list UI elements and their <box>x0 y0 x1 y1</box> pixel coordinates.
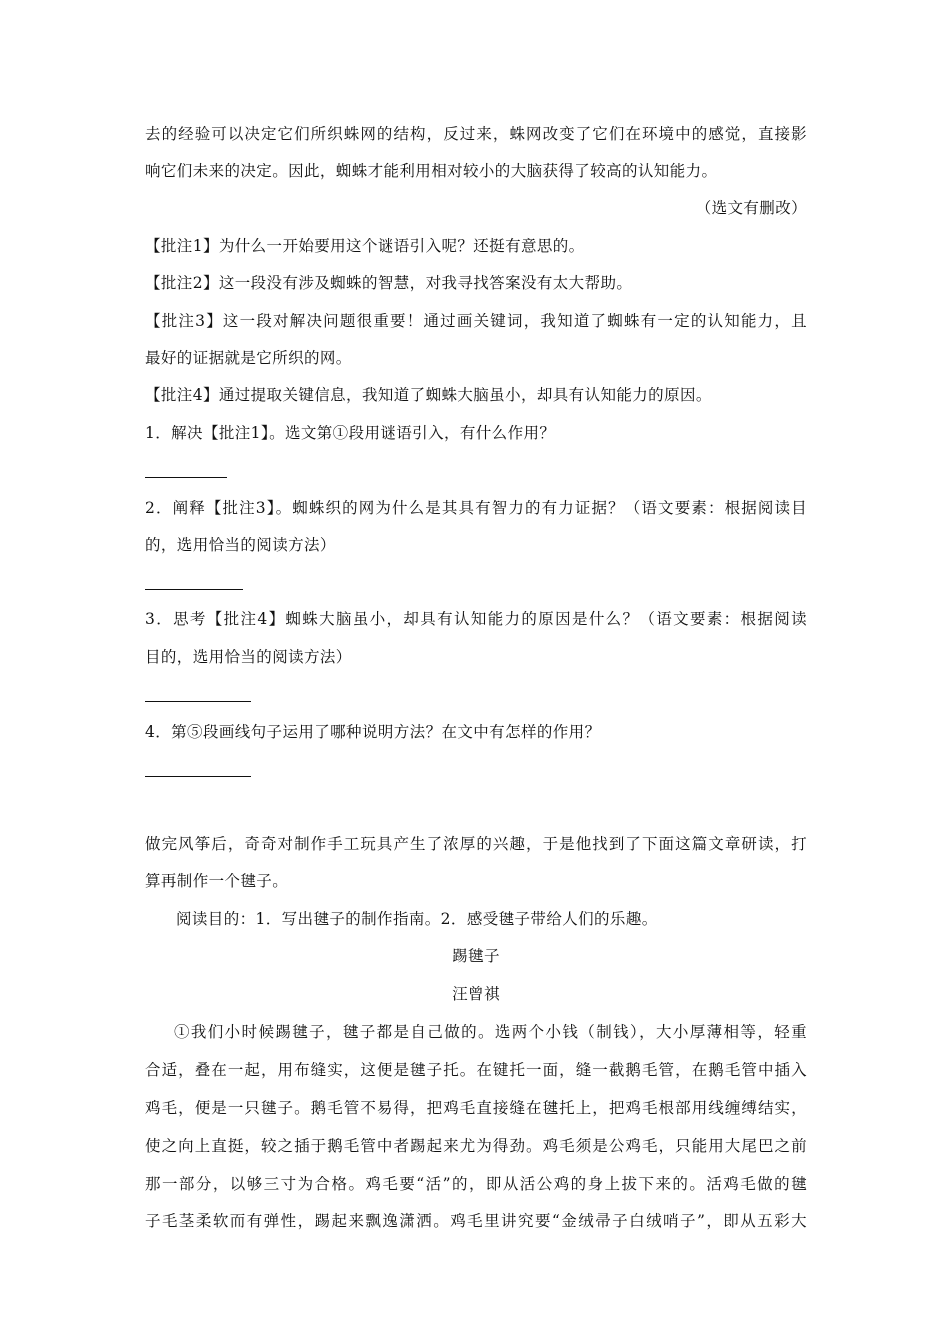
source-note: （选文有删改） <box>695 199 807 217</box>
intro-line: 算再制作一个毽子。 <box>145 872 289 890</box>
article-paragraph-line: 合适，叠在一起，用布缝实，这便是毽子托。在键托一面，缝一截鹅毛管，在鹅毛管中插入 <box>145 1061 807 1079</box>
answer-blank-2[interactable] <box>145 589 243 590</box>
article-paragraph-line: 那一部分，以够三寸为合格。鸡毛要“活”的，即从活公鸡的身上拔下来的。活鸡毛做的毽 <box>145 1175 807 1193</box>
question-2: 2．阐释【批注3】。蜘蛛织的网为什么是其具有智力的有力证据？（语文要素：根据阅读目 <box>145 499 807 517</box>
article-paragraph-line: 鸡毛，便是一只毽子。鹅毛管不易得，把鸡毛直接缝在毽托上，把鸡毛根部用线缠缚结实， <box>145 1099 807 1117</box>
intro-line: 做完风筝后，奇奇对制作手工玩具产生了浓厚的兴趣，于是他找到了下面这篇文章研读，打 <box>145 835 807 853</box>
passage-line: 响它们未来的决定。因此，蜘蛛才能利用相对较小的大脑获得了较高的认知能力。 <box>145 162 718 180</box>
question-2-continued: 的，选用恰当的阅读方法） <box>145 536 336 554</box>
annotation-3-continued: 最好的证据就是它所织的网。 <box>145 349 352 367</box>
passage-line: 去的经验可以决定它们所织蛛网的结构，反过来，蛛网改变了它们在环境中的感觉，直接影 <box>145 125 807 143</box>
question-3-continued: 目的，选用恰当的阅读方法） <box>145 648 352 666</box>
article-paragraph-line: ①我们小时候踢毽子，毽子都是自己做的。选两个小钱（制钱），大小厚薄相等，轻重 <box>174 1023 807 1041</box>
question-4: 4．第⑤段画线句子运用了哪种说明方法？在文中有怎样的作用？ <box>145 723 601 741</box>
article-paragraph-line: 子毛茎柔软而有弹性，踢起来飘逸潇洒。鸡毛里讲究要“金绒帚子白绒哨子”，即从五彩大 <box>145 1212 807 1230</box>
answer-blank-1[interactable] <box>145 477 227 478</box>
question-3: 3．思考【批注4】蜘蛛大脑虽小，却具有认知能力的原因是什么？（语文要素：根据阅读 <box>145 610 807 628</box>
article-author: 汪曾祺 <box>452 985 500 1003</box>
answer-blank-4[interactable] <box>145 776 251 777</box>
question-1: 1．解决【批注1】。选文第①段用谜语引入，有什么作用？ <box>145 424 556 442</box>
answer-blank-3[interactable] <box>145 701 251 702</box>
article-title: 踢毽子 <box>452 947 500 965</box>
annotation-3: 【批注3】这一段对解决问题很重要！通过画关键词，我知道了蜘蛛有一定的认知能力，且 <box>145 312 807 330</box>
article-paragraph-line: 使之向上直挺，较之插于鹅毛管中者踢起来尤为得劲。鸡毛须是公鸡毛，只能用大尾巴之前 <box>145 1137 807 1155</box>
annotation-2: 【批注2】这一段没有涉及蜘蛛的智慧，对我寻找答案没有太大帮助。 <box>145 274 633 292</box>
annotation-1: 【批注1】为什么一开始要用这个谜语引入呢？还挺有意思的。 <box>145 237 585 255</box>
reading-goal: 阅读目的：1．写出毽子的制作指南。2．感受毽子带给人们的乐趣。 <box>176 910 658 928</box>
annotation-4: 【批注4】通过提取关键信息，我知道了蜘蛛大脑虽小，却具有认知能力的原因。 <box>145 386 712 404</box>
